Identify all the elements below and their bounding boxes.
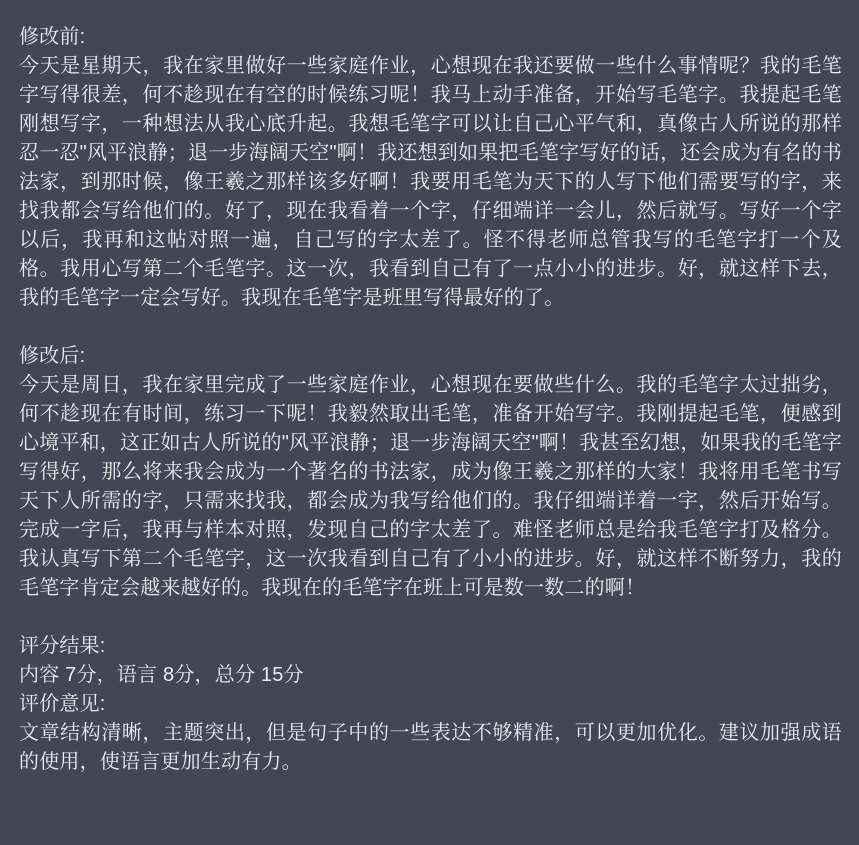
evaluation-comment-label: 评价意见: [19,693,106,715]
section-after [19,342,842,603]
section-before-label: 修改前: [19,26,86,48]
section-before-body: 今天是星期天，我在家里做好一些家庭作业，心想现在我还要做一些什么事情呢？我的毛笔字写得很差，何不趁现在有空的时候练习呢！我马上动手准备，开始写毛笔字。我提起毛笔刚想写字，一种想法从我心底升起。我想毛笔字可以让自己心平气和，真像古人所说的那样忍一忍"风平浪静；退一步海阔天空"啊！我还想到如果把毛笔字写好的话，还会成为有名的书法家，到那时候，像王羲之那样该多好啊！我要用毛笔为天下的人写下他们需要写的字，来找我都会写给他们的。好了，现在我看着一个字，仔细端详一会儿，然后就写。写好一个字以后，我再和这帖对照一遍，自己写的字太差了。怪不得老师总管我写的毛笔字打一个及格。我用心写第二个毛笔字。这一次，我看到自己有了一点小小的进步。好，就这样下去，我的毛笔字一定会写好。我现在毛笔字是班里写得最好的了。 [19,55,842,309]
score-result-label: 评分结果: [19,635,106,657]
section-after-body: 今天是周日，我在家里完成了一些家庭作业，心想现在要做些什么。我的毛笔字太过拙劣，何不趁现在有时间，练习一下呢！我毅然取出毛笔，准备开始写字。我刚提起毛笔，便感到心境平和，这正如古人所说的"风平浪静；退一步海阔天空"啊！我甚至幻想，如果我的毛笔字写得好，那么将来我会成为一个著名的书法家，成为像王羲之那样的大家！我将用毛笔书写天下人所需的字，只需来找我，都会成为我写给他们的。我仔细端详着一字，然后开始写。完成一字后，我再与样本对照，发现自己的字太差了。难怪老师总是给我毛笔字打及格分。我认真写下第二个毛笔字，这一次我看到自己有了小小的进步。好，就这样不断努力，我的毛笔字肯定会越来越好的。我现在的毛笔字在班上可是数一数二的啊！ [19,374,842,599]
evaluation-comment-body: 文章结构清晰，主题突出，但是句子中的一些表达不够精准，可以更加优化。建议加强成语的使用，使语言更加生动有力。 [19,722,842,773]
section-evaluation [19,632,842,777]
section-after-label: 修改后: [19,345,86,367]
score-result-values: 内容 7分，语言 8分，总分 15分 [19,664,304,686]
section-before [19,23,842,313]
